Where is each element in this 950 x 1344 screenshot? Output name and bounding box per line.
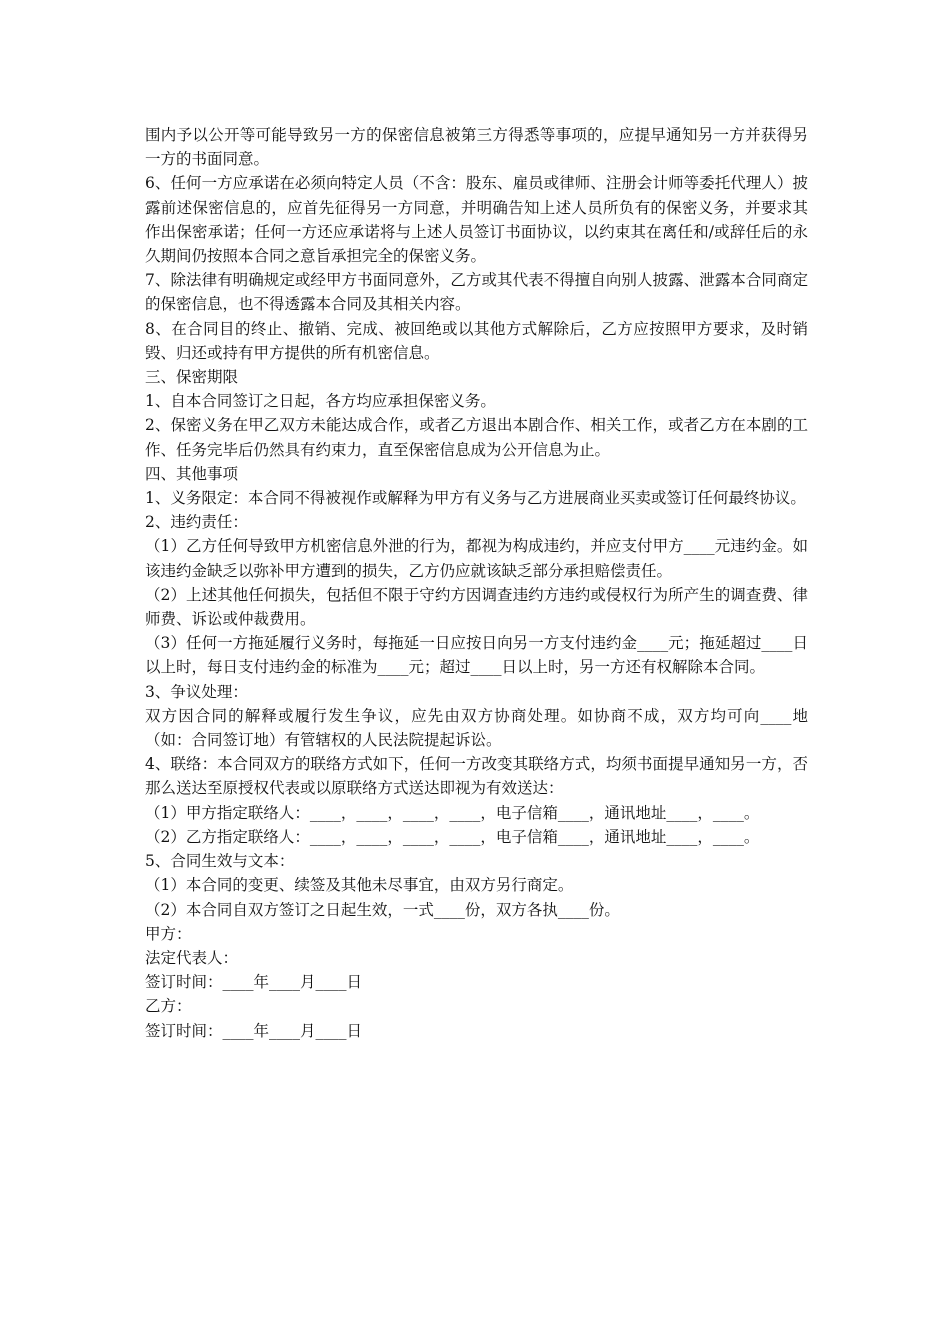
signature-date-party-b: 签订时间：____年____月____日 xyxy=(145,1021,363,1040)
dispute-text: 双方因合同的解释或履行发生争议，应先由双方协商处理。如协商不成，双方均可向____地（如：合同签订地）有管辖权的人民法院提起诉讼。 xyxy=(145,706,808,750)
section-heading-other-matters: 四、其他事项 xyxy=(145,464,239,483)
clause-8: 8、在合同目的终止、撤销、完成、被回绝或以其他方式解除后，乙方应按照甲方要求，及时销毁、归还或持有甲方提供的所有机密信息。 xyxy=(145,319,808,362)
document-page xyxy=(145,123,808,1043)
other-clause-contact: 4、联络：本合同双方的联络方式如下，任何一方改变其联络方式，均须书面提早通知另一方，否那么送达至原授权代表或以原联络方式送达即视为有效送达： xyxy=(145,755,808,798)
contact-party-a: （1）甲方指定联络人：____，____，____，____，电子信箱____，通讯地址____，____。 xyxy=(145,803,760,822)
period-clause-2: 2、保密义务在甲乙双方未能达成合作，或者乙方退出本剧合作、相关工作，或者乙方在本剧的工作、任务完毕后仍然具有约束力，直至保密信息成为公开信息为止。 xyxy=(145,416,808,459)
period-clause-1: 1、自本合同签订之日起，各方均应承担保密义务。 xyxy=(145,392,496,411)
signature-party-a: 甲方： xyxy=(145,924,192,943)
breach-item-3: （3）任何一方拖延履行义务时，每拖延一日应按日向另一方支付违约金____元；拖延超过____日以上时，每日支付违约金的标准为____元；超过____日以上时，另一方还有权解除本合同。 xyxy=(145,634,808,677)
other-clause-dispute-heading: 3、争议处理： xyxy=(145,682,248,701)
clause-7: 7、除法律有明确规定或经甲方书面同意外，乙方或其代表不得擅自向别人披露、泄露本合同商定的保密信息，也不得透露本合同及其相关内容。 xyxy=(145,271,808,314)
signature-legal-representative: 法定代表人： xyxy=(145,948,239,967)
contact-party-b: （2）乙方指定联络人：____，____，____，____，电子信箱____，通讯地址____，____。 xyxy=(145,827,760,846)
signature-date-party-a: 签订时间：____年____月____日 xyxy=(145,973,363,992)
section-heading-confidentiality-period: 三、保密期限 xyxy=(145,368,239,387)
breach-item-2: （2）上述其他任何损失，包括但不限于守约方因调查违约方违约或侵权行为所产生的调查费、律师费、诉讼或仲裁费用。 xyxy=(145,585,808,629)
clause-text: 围内予以公开等可能导致另一方的保密信息被第三方得悉等事项的，应提早通知另一方并获得另一方的书面同意。 xyxy=(145,126,808,169)
breach-item-1: （1）乙方任何导致甲方机密信息外泄的行为，都视为构成违约，并应支付甲方____元违约金。如该违约金缺乏以弥补甲方遭到的损失，乙方仍应就该缺乏部分承担赔偿责任。 xyxy=(145,537,808,580)
clause-6: 6、任何一方应承诺在必须向特定人员（不含：股东、雇员或律师、注册会计师等委托代理人）披露前述保密信息的，应首先征得另一方同意，并明确告知上述人员所负有的保密义务，并要求其作出保密承诺；任何一方还应承诺将与上述人员签订书面协议，以约束其在离任和/或辞任后的永久期间仍按照本合同之意旨承担完全的保密义务。 xyxy=(145,174,808,266)
other-clause-obligation-limit: 1、义务限定：本合同不得被视作或解释为甲方有义务与乙方进展商业买卖或签订任何最终协议。 xyxy=(145,489,806,508)
other-clause-breach-heading: 2、违约责任： xyxy=(145,513,248,532)
signature-party-b: 乙方： xyxy=(145,997,192,1016)
effect-item-1: （1）本合同的变更、续签及其他未尽事宜，由双方另行商定。 xyxy=(145,876,574,895)
other-clause-effect-heading: 5、合同生效与文本： xyxy=(145,852,295,871)
effect-item-2: （2）本合同自双方签订之日起生效，一式____份，双方各执____份。 xyxy=(145,900,620,919)
